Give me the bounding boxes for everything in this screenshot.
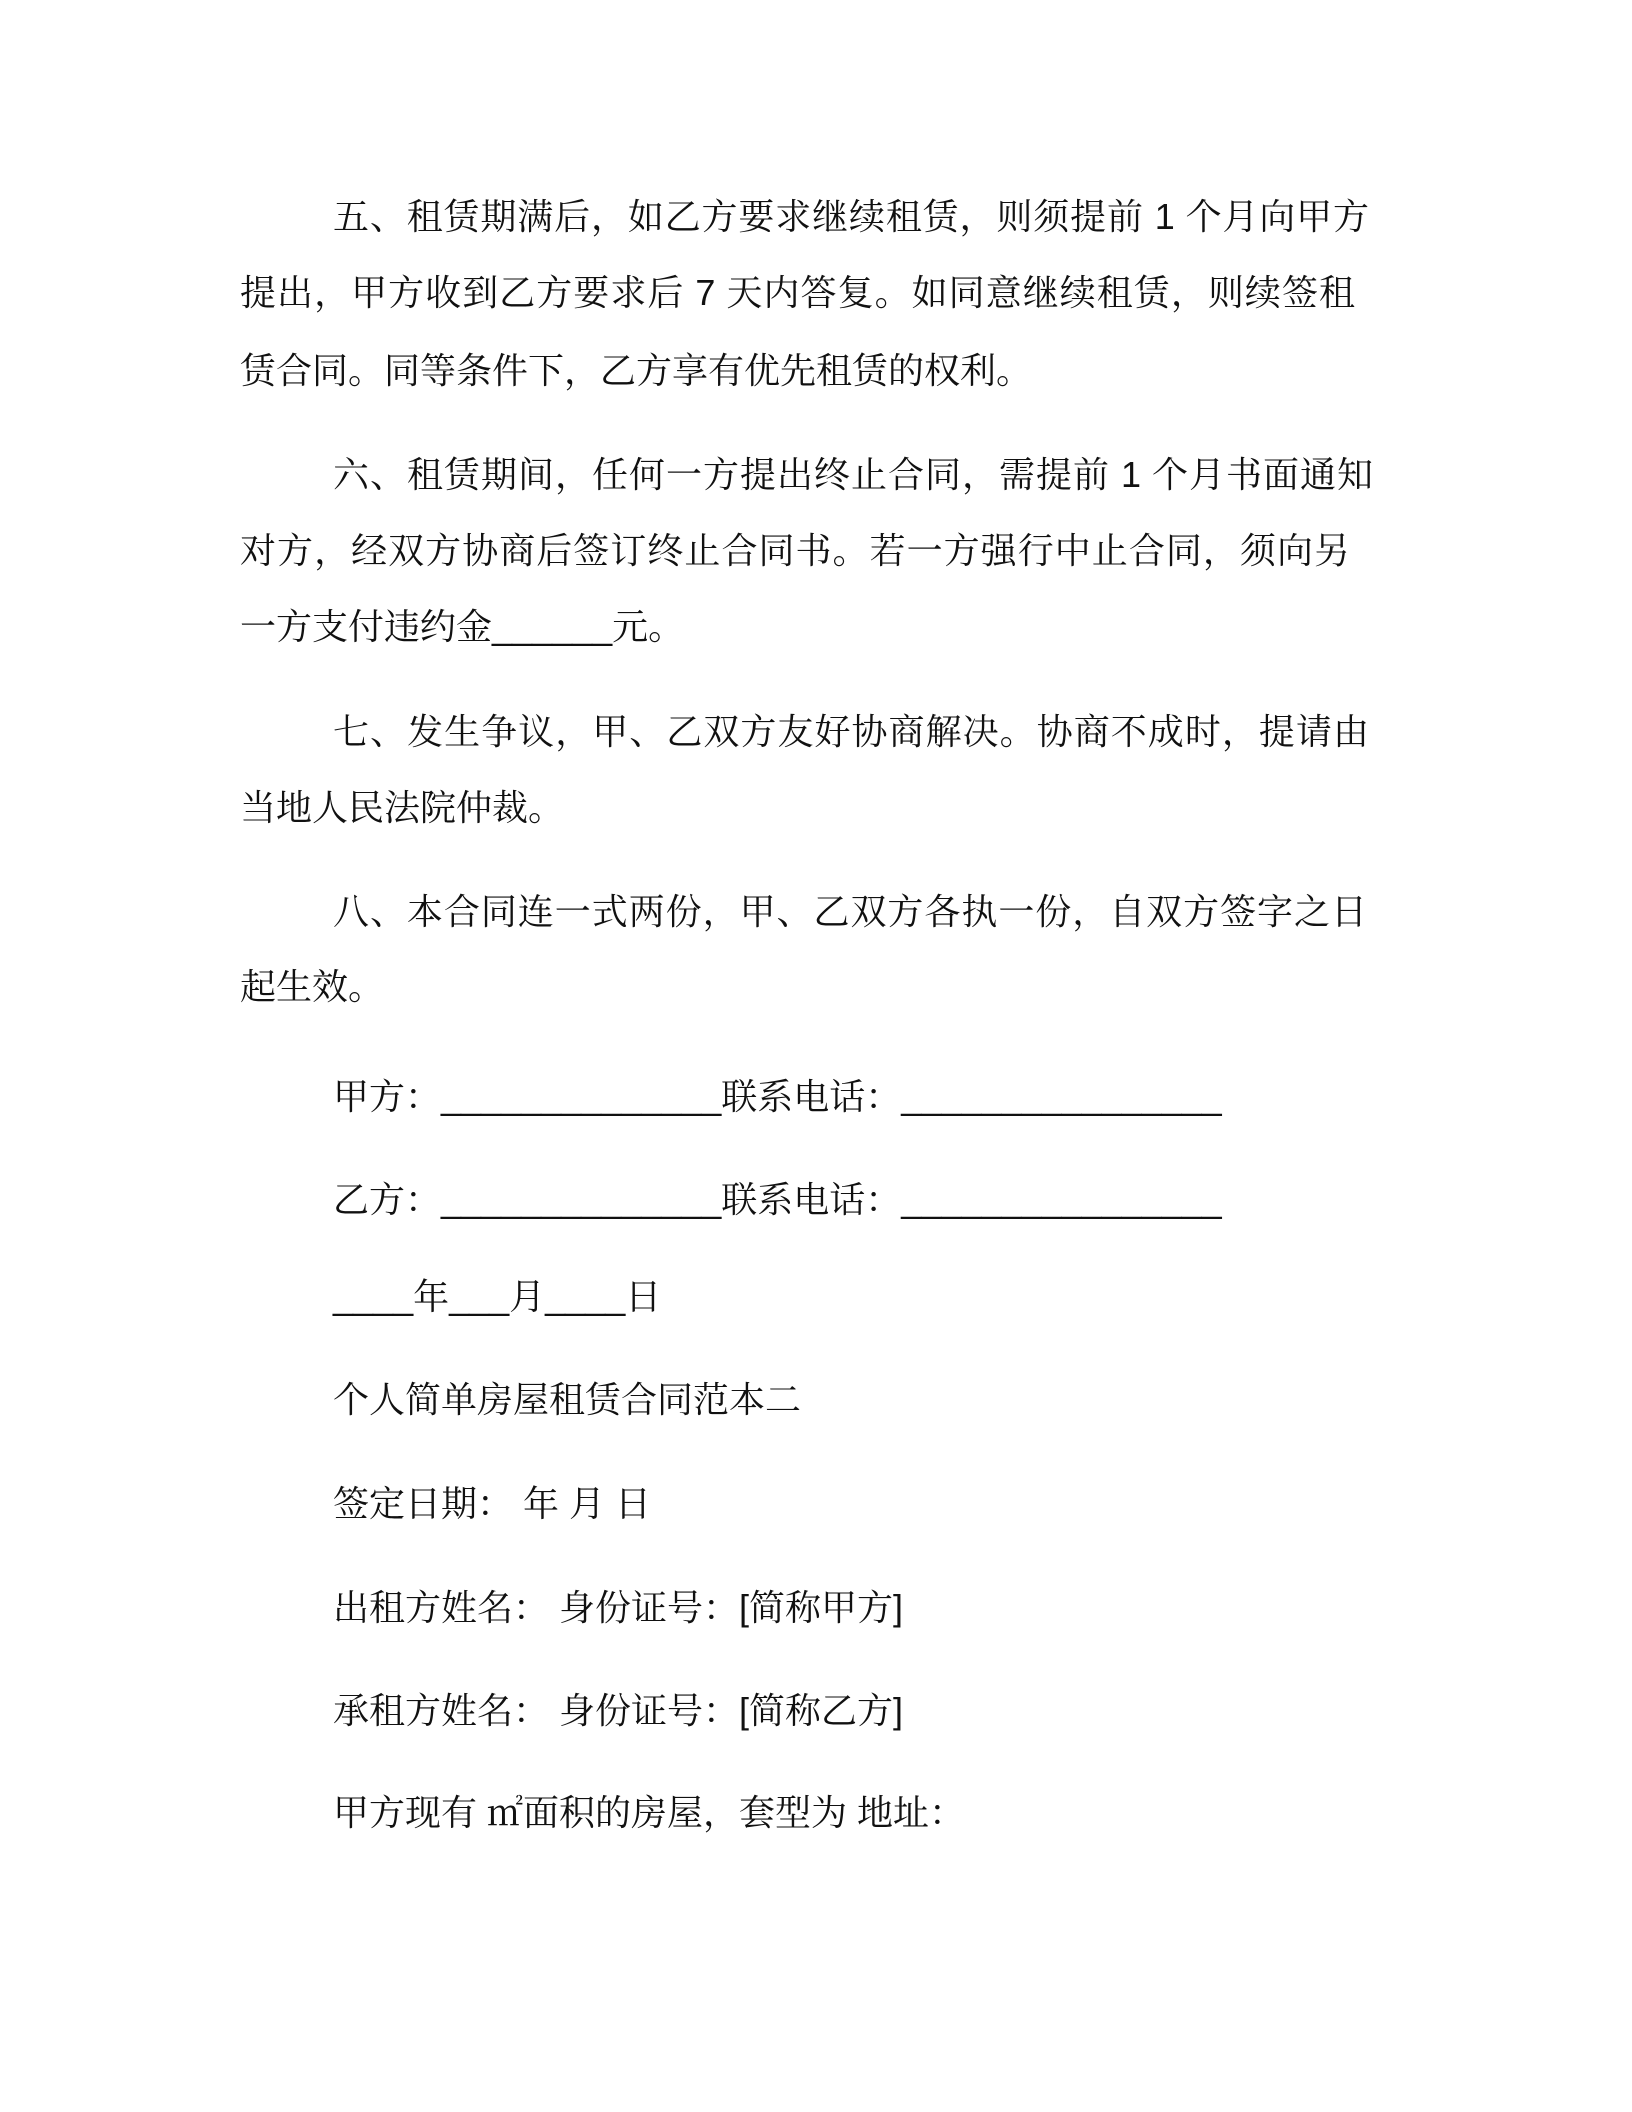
sign-date-line: 签定日期： 年 月 日 (333, 1483, 652, 1524)
signature-party-b: 乙方：______________联系电话：________________ (333, 1179, 1222, 1220)
property-line: 甲方现有 ㎡面积的房屋，套型为 地址： (333, 1792, 966, 1833)
clause-5-line-3: 赁合同。同等条件下，乙方享有优先租赁的权利。 (240, 350, 1033, 391)
clause-7-line-1: 七、发生争议，甲、乙双方友好协商解决。协商不成时，提请由 (333, 711, 1369, 752)
clause-7-line-2: 当地人民法院仲裁。 (240, 787, 565, 828)
lessor-line: 出租方姓名： 身份证号：[简称甲方] (333, 1587, 904, 1628)
clause-6-line-1: 六、租赁期间，任何一方提出终止合同，需提前 1 个月书面通知 (333, 454, 1373, 495)
clause-5-line-2: 提出，甲方收到乙方要求后 7 天内答复。如同意继续租赁，则续签租 (240, 272, 1355, 313)
lessee-line: 承租方姓名： 身份证号：[简称乙方] (333, 1690, 904, 1731)
signature-party-a: 甲方：______________联系电话：________________ (333, 1076, 1222, 1117)
clause-8-line-1: 八、本合同连一式两份，甲、乙双方各执一份，自双方签字之日 (333, 891, 1367, 932)
clause-8-line-2: 起生效。 (240, 966, 385, 1007)
clause-6-line-3: 一方支付违约金______元。 (240, 606, 685, 647)
second-contract-title: 个人简单房屋租赁合同范本二 (333, 1379, 802, 1420)
clause-6-line-2: 对方，经双方协商后签订终止合同书。若一方强行中止合同，须向另 (240, 530, 1350, 571)
clause-5-line-1: 五、租赁期满后，如乙方要求继续租赁，则须提前 1 个月向甲方 (333, 196, 1369, 237)
signature-date: ____年___月____日 (333, 1276, 662, 1317)
